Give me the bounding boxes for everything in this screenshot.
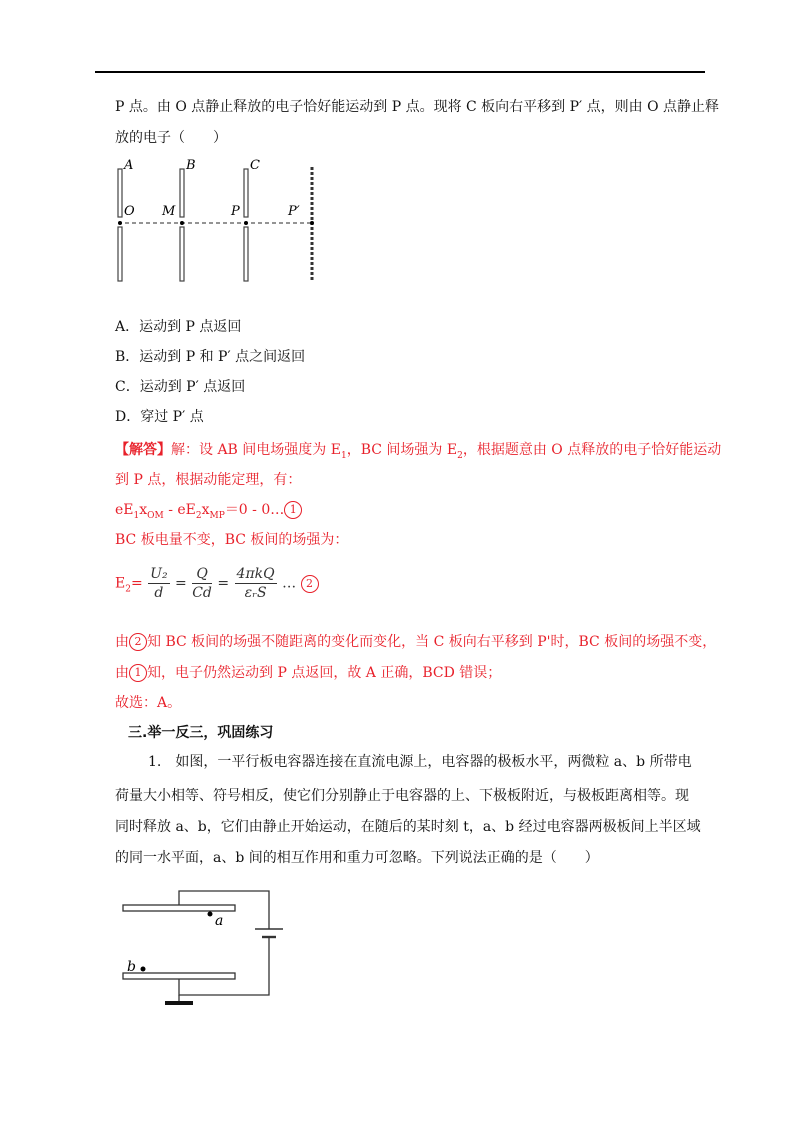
circled-number: 2 (301, 575, 319, 593)
lower-plate (123, 973, 235, 979)
label-P-prime: P′ (288, 204, 300, 219)
answer-conclusion: 故选：A。 (115, 695, 182, 711)
label-B: B (186, 158, 196, 173)
plate-A-top (118, 169, 122, 217)
equation-1: $eE_1x_{OM} - eE_2x_{MP}=0$ - 0… 1 (115, 500, 302, 526)
q1-line-3: 同时释放 a、b，它们由静止开始运动，在随后的某时刻 t，a、b 经过电容器两极板间上半区域 (115, 819, 701, 835)
answer-tag: 【解答】 (115, 442, 171, 458)
label-a: a (215, 913, 224, 929)
option-C: C．运动到 P′ 点返回 (115, 379, 246, 395)
label-M: M (162, 204, 176, 219)
fraction-Q-over-Cd: $\frac{Q}{Cd}$ (192, 566, 212, 601)
option-B: B．运动到 P 和 P′ 点之间返回 (115, 349, 306, 365)
label-O: O (124, 204, 135, 219)
label-A: A (124, 158, 134, 173)
upper-plate (123, 905, 235, 911)
fraction-4pikQ-over-epsS: $\frac{\text{4πkQ}}{\text{εᵣS}}$ (236, 566, 275, 601)
header-rule (95, 71, 705, 73)
label-C: C (250, 158, 260, 173)
option-D: D．穿过 P′ 点 (115, 409, 204, 425)
equation-2: $E_2=$ $\frac{\text{U₂}}{d}$ = $\frac{Q}{Cd}$ = $\frac{\text{4πkQ}}{\text{εᵣS}}$ … 2 (115, 565, 319, 602)
particle-b (141, 967, 146, 972)
answer-line-4: BC 板电量不变，BC 板间的场强为： (115, 532, 349, 548)
label-P: P (231, 204, 240, 219)
option-A: A．运动到 P 点返回 (115, 319, 242, 335)
label-b: b (127, 959, 136, 975)
wire-bottom (179, 937, 269, 995)
circled-number: 2 (129, 633, 147, 651)
question-text-line-2: 放的电子（ ） (115, 130, 227, 146)
circled-number: 1 (129, 664, 147, 682)
question-text-line-1: P 点。由 O 点静止释放的电子恰好能运动到 P 点。现将 C 板向右平移到 P′ 点，则由 O 点静止释 (115, 99, 720, 115)
circled-number: 1 (284, 501, 302, 519)
plate-B-bottom (180, 227, 184, 281)
plate-B-top (180, 169, 184, 217)
section-heading: 三.举一反三，巩固练习 (128, 725, 274, 741)
plate-A-bottom (118, 227, 122, 281)
answer-line-2: 到 P 点，根据动能定理，有： (115, 472, 302, 488)
fraction-U2-over-d: $\frac{\text{U₂}}{d}$ (150, 566, 168, 601)
q1-line-2: 荷量大小相等、符号相反，使它们分别静止于电容器的上、下极板附近，与极板距离相等。现 (115, 788, 689, 804)
answer-line-1: 【解答】解：设 AB 间电场强度为 $E_1$，BC 间场强为 $E_2$，根据题意由 O 点释放的电子恰好能运动 (115, 442, 722, 461)
plate-C-top (244, 169, 248, 217)
plate-C-bottom (244, 227, 248, 281)
q1-line-4: 的同一水平面，a、b 间的相互作用和重力可忽略。下列说法正确的是（ ） (115, 850, 599, 866)
plates-diagram (112, 155, 322, 285)
answer-line-6: 由 2 知 BC 板间的场强不随距离的变化而变化，当 C 板向右平移到 P'时，BC 板间的场强不变， (115, 634, 717, 650)
capacitor-diagram (115, 885, 295, 1015)
answer-line-7: 由 1 知，电子仍然运动到 P 点返回，故 A 正确，BCD 错误； (115, 665, 502, 681)
particle-a (208, 912, 213, 917)
q1-line-1: 1. 如图，一平行板电容器连接在直流电源上，电容器的极板水平，两微粒 a、b 所带电 (148, 754, 692, 770)
